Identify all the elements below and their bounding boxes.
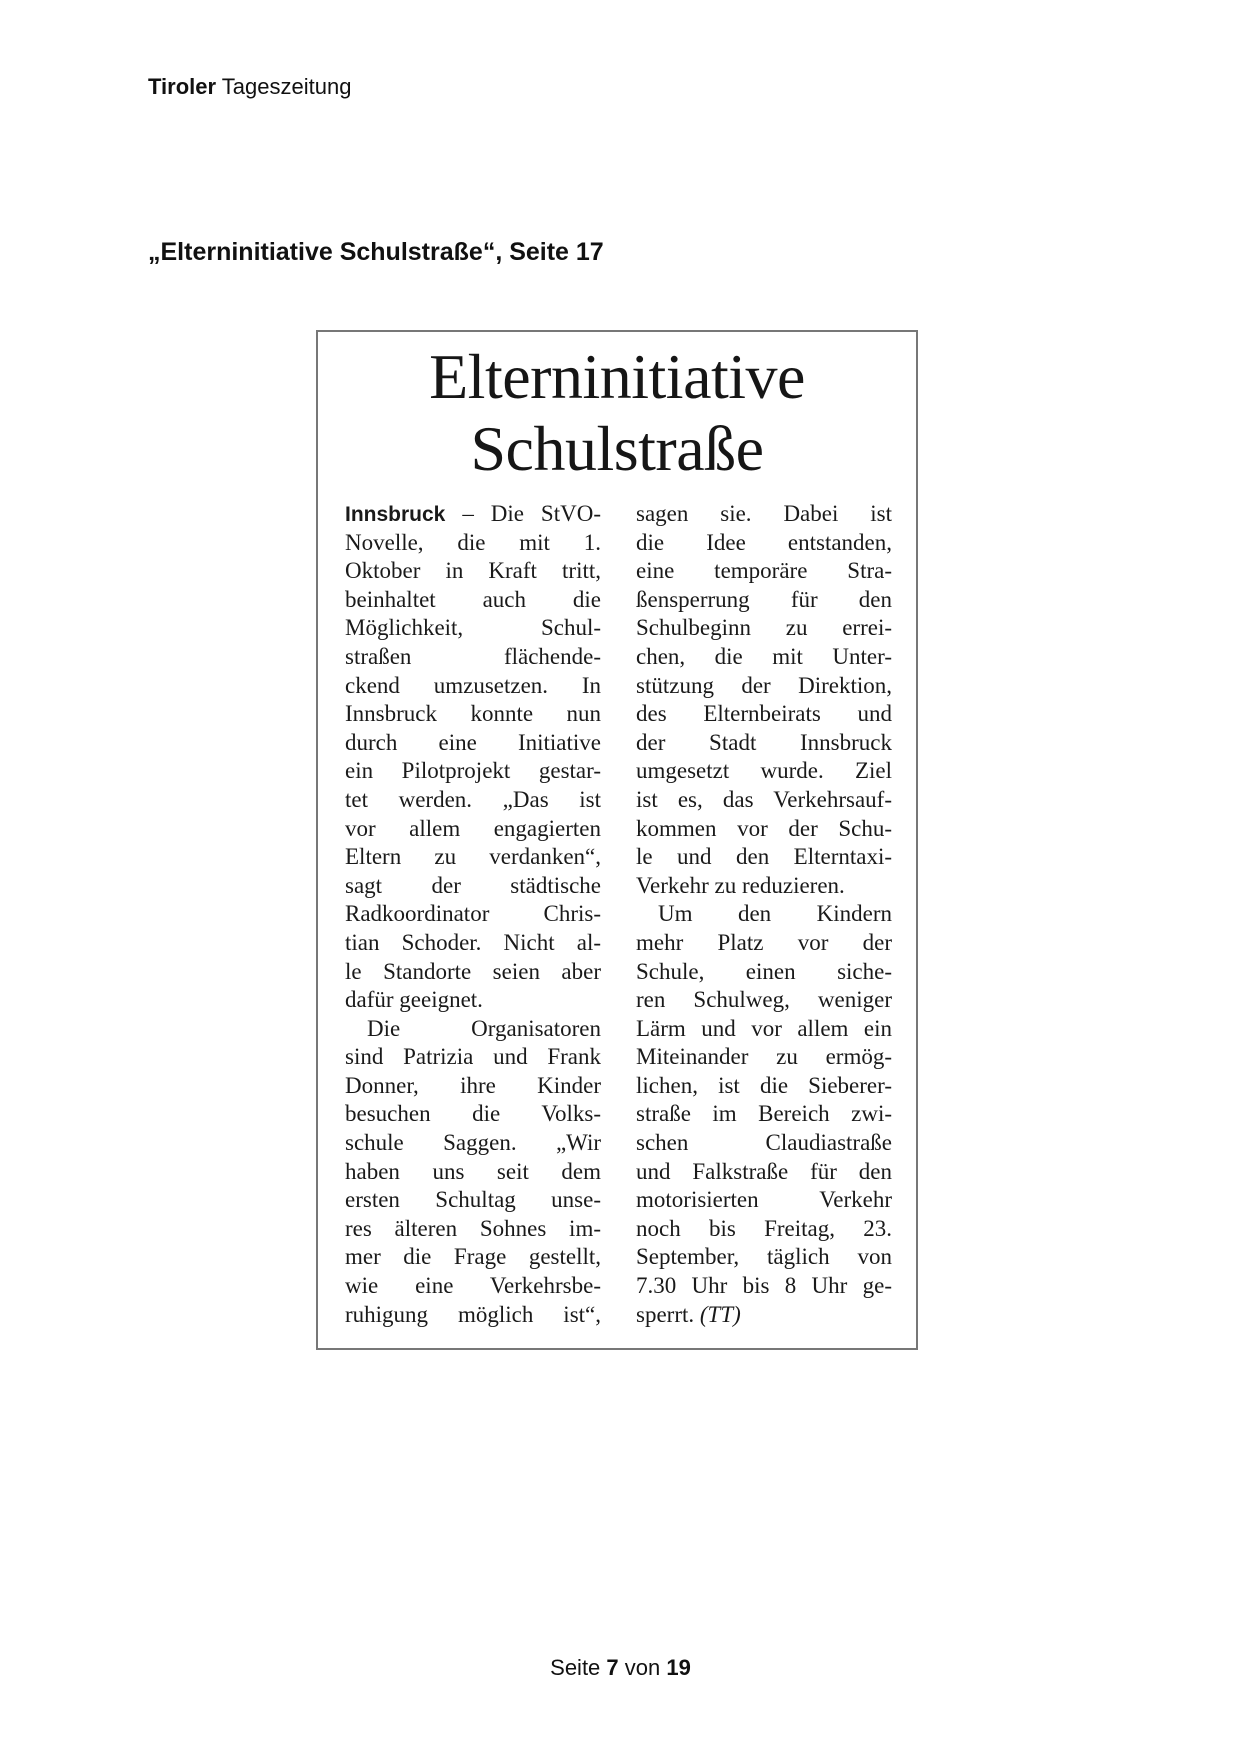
article-line xyxy=(345,500,601,529)
article-line: sind Patrizia und Frank xyxy=(345,1044,601,1070)
author-signature: (TT) xyxy=(699,1301,741,1327)
publication-header xyxy=(148,74,351,100)
article-line: sagt der städtische xyxy=(345,872,601,898)
article-line-text: sperrt. xyxy=(636,1301,700,1327)
article-line: Eltern zu verdanken“, xyxy=(345,844,601,870)
article-title-line2: Schulstraße xyxy=(470,413,764,484)
article-line: wie eine Verkehrsbe- xyxy=(345,1273,601,1299)
article-line: vor allem engagierten xyxy=(345,815,601,841)
dateline-place: Innsbruck xyxy=(345,503,446,526)
article-line: res älteren Sohnes im- xyxy=(345,1215,601,1241)
article-line: eine temporäre Stra- xyxy=(636,558,892,584)
article-line: schen Claudiastraße xyxy=(636,1130,892,1156)
article-line: ßensperrung für den xyxy=(636,586,892,612)
article-line: lichen, ist die Sieberer- xyxy=(636,1072,892,1098)
article-line: chen, die mit Unter- xyxy=(636,643,892,669)
article-line-text: – Die StVO- xyxy=(445,501,601,526)
article-line: Miteinander zu ermög- xyxy=(636,1044,892,1070)
article-line: straße im Bereich zwi- xyxy=(636,1101,892,1127)
footer-mid: von xyxy=(618,1655,667,1680)
article-line: Schulbeginn zu errei- xyxy=(636,615,892,641)
article-line: sagen sie. Dabei ist xyxy=(636,501,892,526)
article-line: Die Organisatoren xyxy=(367,1015,601,1041)
article-line: tet werden. „Das ist xyxy=(345,786,601,812)
article-line: Möglichkeit, Schul- xyxy=(345,615,601,641)
article-clipping xyxy=(316,330,918,1350)
article-line: ruhigung möglich ist“, xyxy=(345,1301,601,1327)
article-line: der Stadt Innsbruck xyxy=(636,729,892,755)
article-reference: „Elterninitiative Schulstraße“, Seite 17 xyxy=(148,238,604,266)
article-line: stützung der Direktion, xyxy=(636,672,892,698)
article-line: Novelle, die mit 1. xyxy=(345,529,601,555)
article-line: Innsbruck konnte nun xyxy=(345,701,601,727)
article-line: Lärm und vor allem ein xyxy=(636,1015,892,1041)
article-line: haben uns seit dem xyxy=(345,1158,601,1184)
page-footer xyxy=(0,1655,1241,1681)
article-line: ckend umzusetzen. In xyxy=(345,672,601,698)
brand-bold: Tiroler xyxy=(148,74,217,99)
article-line: kommen vor der Schu- xyxy=(636,815,892,841)
article-line: Schule, einen siche- xyxy=(636,958,892,984)
article-line: mer die Frage gestellt, xyxy=(345,1244,601,1270)
article-title-line1: Elterninitiative xyxy=(429,341,805,412)
article-line: die Idee entstanden, xyxy=(636,529,892,555)
article-line: und Falkstraße für den xyxy=(636,1158,892,1184)
article-line xyxy=(636,1301,892,1330)
article-line: mehr Platz vor der xyxy=(636,929,892,955)
article-line: Oktober in Kraft tritt, xyxy=(345,558,601,584)
article-line: beinhaltet auch die xyxy=(345,586,601,612)
article-line: Donner, ihre Kinder xyxy=(345,1072,601,1098)
article-line: noch bis Freitag, 23. xyxy=(636,1215,892,1241)
article-line: motorisierten Verkehr xyxy=(636,1187,892,1213)
article-line: ein Pilotprojekt gestar- xyxy=(345,758,601,784)
current-page: 7 xyxy=(606,1655,619,1680)
article-line: ren Schulweg, weniger xyxy=(636,987,892,1013)
article-line: umgesetzt wurde. Ziel xyxy=(636,758,892,784)
article-line: Verkehr zu reduzieren. xyxy=(636,872,845,898)
article-line: Um den Kindern xyxy=(658,901,892,927)
article-line: schule Saggen. „Wir xyxy=(345,1130,601,1156)
article-column-right xyxy=(636,500,892,1329)
article-line: September, täglich von xyxy=(636,1244,892,1270)
article-line: straßen flächende- xyxy=(345,643,601,669)
article-line: Radkoordinator Chris- xyxy=(345,901,601,927)
article-line: besuchen die Volks- xyxy=(345,1101,601,1127)
total-pages: 19 xyxy=(666,1655,691,1680)
article-line: 7.30 Uhr bis 8 Uhr ge- xyxy=(636,1273,892,1299)
article-line: tian Schoder. Nicht al- xyxy=(345,929,601,955)
footer-prefix: Seite xyxy=(550,1655,607,1680)
article-line: des Elternbeirats und xyxy=(636,701,892,727)
brand-rest: Tageszeitung xyxy=(221,74,352,99)
article-column-left xyxy=(345,500,601,1329)
article-line: le und den Elterntaxi- xyxy=(636,844,892,870)
article-line: durch eine Initiative xyxy=(345,729,601,755)
article-line: dafür geeignet. xyxy=(345,987,483,1013)
article-line: ist es, das Verkehrsauf- xyxy=(636,786,892,812)
article-line: le Standorte seien aber xyxy=(345,958,601,984)
article-line: ersten Schultag unse- xyxy=(345,1187,601,1213)
